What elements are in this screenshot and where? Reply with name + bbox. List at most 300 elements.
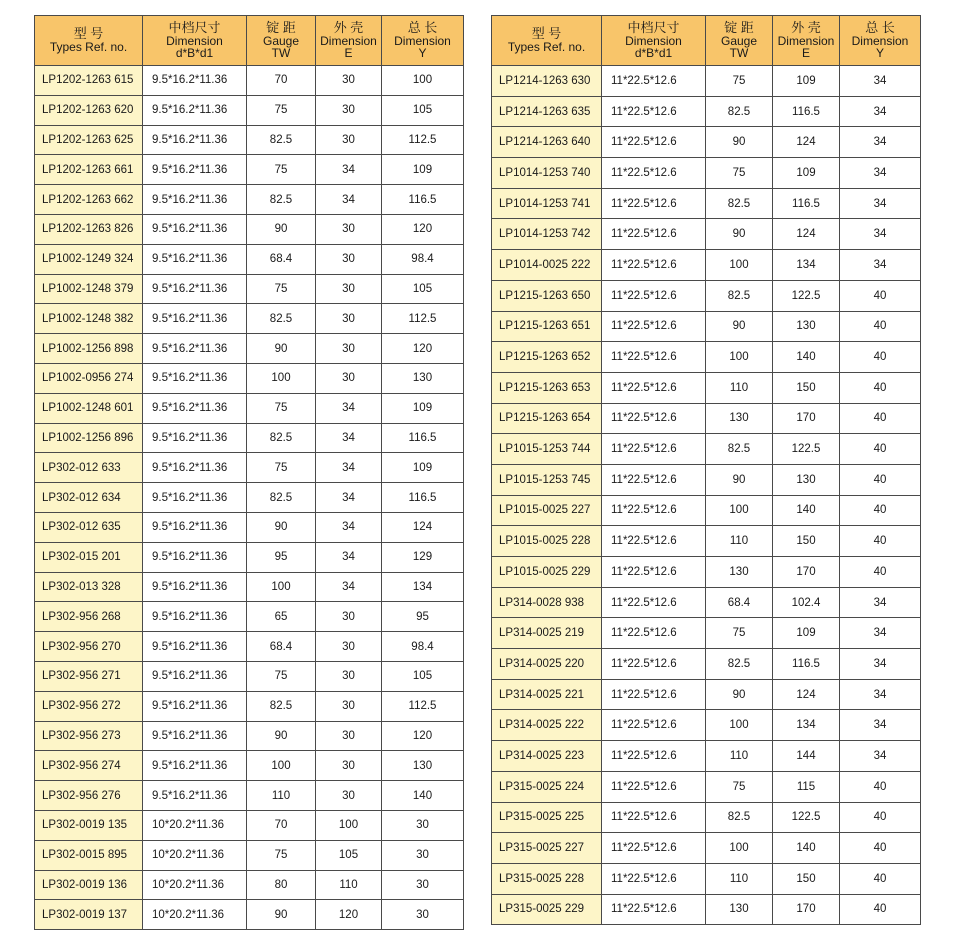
cell-dimension-dbd1: 10*20.2*11.36 [143, 900, 247, 930]
table-row [492, 587, 921, 618]
table-row [492, 495, 921, 526]
cell-gauge-tw: 100 [706, 250, 773, 281]
cell-dimension-dbd1: 11*22.5*12.6 [602, 219, 706, 250]
cell-dimension-dbd1: 9.5*16.2*11.36 [143, 483, 247, 513]
cell-gauge-tw: 68.4 [247, 244, 316, 274]
cell-dimension-y: 105 [382, 661, 464, 691]
cell-gauge-tw: 90 [247, 214, 316, 244]
table-row [492, 710, 921, 741]
cell-model: LP1002-1256 898 [35, 334, 143, 364]
cell-dimension-e: 140 [773, 833, 840, 864]
table-row [492, 158, 921, 189]
cell-dimension-dbd1: 11*22.5*12.6 [602, 96, 706, 127]
table-row [35, 840, 464, 870]
cell-dimension-dbd1: 11*22.5*12.6 [602, 66, 706, 97]
cell-dimension-e: 34 [316, 512, 382, 542]
table-row [35, 304, 464, 334]
cell-dimension-dbd1: 9.5*16.2*11.36 [143, 781, 247, 811]
cell-dimension-y: 130 [382, 363, 464, 393]
cell-dimension-e: 130 [773, 311, 840, 342]
cell-dimension-e: 30 [316, 781, 382, 811]
cell-dimension-dbd1: 11*22.5*12.6 [602, 741, 706, 772]
cell-dimension-e: 120 [316, 900, 382, 930]
cell-model: LP302-956 271 [35, 661, 143, 691]
cell-model: LP302-0019 137 [35, 900, 143, 930]
column-header-gauge-tw [247, 16, 316, 66]
cell-gauge-tw: 110 [706, 526, 773, 557]
cell-gauge-tw: 90 [247, 512, 316, 542]
cell-dimension-e: 116.5 [773, 649, 840, 680]
cell-model: LP302-956 274 [35, 751, 143, 781]
cell-model: LP1002-1256 896 [35, 423, 143, 453]
cell-dimension-e: 30 [316, 334, 382, 364]
cell-dimension-e: 150 [773, 863, 840, 894]
cell-model: LP1215-1263 654 [492, 403, 602, 434]
cell-gauge-tw: 75 [247, 453, 316, 483]
cell-gauge-tw: 90 [247, 900, 316, 930]
header-en-label: Dimension [394, 33, 451, 48]
cell-dimension-dbd1: 11*22.5*12.6 [602, 833, 706, 864]
cell-dimension-y: 34 [840, 219, 921, 250]
cell-gauge-tw: 110 [706, 741, 773, 772]
cell-model: LP302-012 634 [35, 483, 143, 513]
cell-dimension-dbd1: 9.5*16.2*11.36 [143, 155, 247, 185]
cell-dimension-e: 122.5 [773, 802, 840, 833]
cell-dimension-e: 134 [773, 250, 840, 281]
cell-dimension-dbd1: 11*22.5*12.6 [602, 311, 706, 342]
table-row [492, 250, 921, 281]
table-row [492, 863, 921, 894]
cell-dimension-dbd1: 10*20.2*11.36 [143, 870, 247, 900]
cell-model: LP315-0025 229 [492, 894, 602, 925]
table-row [35, 423, 464, 453]
cell-gauge-tw: 82.5 [706, 802, 773, 833]
cell-model: LP1214-1263 635 [492, 96, 602, 127]
cell-gauge-tw: 100 [247, 751, 316, 781]
cell-model: LP1202-1263 620 [35, 95, 143, 125]
table-row [35, 572, 464, 602]
cell-dimension-y: 120 [382, 214, 464, 244]
cell-dimension-e: 124 [773, 127, 840, 158]
cell-dimension-e: 134 [773, 710, 840, 741]
cell-gauge-tw: 68.4 [247, 632, 316, 662]
table-row [492, 127, 921, 158]
cell-dimension-y: 109 [382, 453, 464, 483]
header-en2-label: TW [729, 46, 749, 61]
cell-dimension-y: 98.4 [382, 632, 464, 662]
table-row [492, 464, 921, 495]
cell-dimension-y: 40 [840, 342, 921, 373]
table-row [35, 870, 464, 900]
cell-dimension-e: 130 [773, 464, 840, 495]
cell-gauge-tw: 82.5 [247, 423, 316, 453]
cell-dimension-dbd1: 11*22.5*12.6 [602, 158, 706, 189]
cell-dimension-dbd1: 11*22.5*12.6 [602, 679, 706, 710]
cell-dimension-e: 30 [316, 661, 382, 691]
cell-dimension-dbd1: 11*22.5*12.6 [602, 342, 706, 373]
cell-dimension-y: 40 [840, 894, 921, 925]
table-row [492, 403, 921, 434]
cell-model: LP1002-0956 274 [35, 363, 143, 393]
cell-dimension-dbd1: 11*22.5*12.6 [602, 802, 706, 833]
cell-dimension-dbd1: 11*22.5*12.6 [602, 894, 706, 925]
table-row [35, 244, 464, 274]
cell-model: LP1015-0025 229 [492, 557, 602, 588]
cell-dimension-y: 34 [840, 741, 921, 772]
cell-dimension-y: 40 [840, 833, 921, 864]
cell-dimension-y: 130 [382, 751, 464, 781]
column-header-model [35, 16, 143, 66]
table-row [492, 833, 921, 864]
cell-dimension-y: 134 [382, 572, 464, 602]
cell-dimension-dbd1: 10*20.2*11.36 [143, 840, 247, 870]
cell-dimension-e: 34 [316, 423, 382, 453]
cell-gauge-tw: 80 [247, 870, 316, 900]
table-row [492, 188, 921, 219]
cell-dimension-dbd1: 11*22.5*12.6 [602, 434, 706, 465]
cell-dimension-y: 34 [840, 618, 921, 649]
cell-model: LP1014-0025 222 [492, 250, 602, 281]
column-header-dimension-dbd1 [602, 16, 706, 66]
cell-dimension-y: 34 [840, 679, 921, 710]
cell-dimension-dbd1: 9.5*16.2*11.36 [143, 661, 247, 691]
cell-model: LP302-013 328 [35, 572, 143, 602]
cell-dimension-y: 40 [840, 280, 921, 311]
header-zh-label: 锭 距 [266, 20, 296, 36]
cell-model: LP1214-1263 630 [492, 66, 602, 97]
cell-dimension-y: 40 [840, 771, 921, 802]
cell-dimension-e: 34 [316, 393, 382, 423]
cell-gauge-tw: 110 [247, 781, 316, 811]
table-body [492, 66, 921, 925]
header-en2-label: E [344, 46, 353, 61]
cell-gauge-tw: 75 [247, 274, 316, 304]
cell-dimension-y: 34 [840, 710, 921, 741]
cell-dimension-y: 30 [382, 870, 464, 900]
table-row [35, 214, 464, 244]
cell-model: LP302-956 268 [35, 602, 143, 632]
cell-gauge-tw: 82.5 [706, 188, 773, 219]
cell-dimension-y: 40 [840, 863, 921, 894]
column-header-dimension-y [382, 16, 464, 66]
cell-dimension-e: 109 [773, 158, 840, 189]
cell-gauge-tw: 130 [706, 557, 773, 588]
cell-dimension-dbd1: 9.5*16.2*11.36 [143, 393, 247, 423]
cell-model: LP1002-1249 324 [35, 244, 143, 274]
cell-gauge-tw: 130 [706, 894, 773, 925]
cell-dimension-dbd1: 9.5*16.2*11.36 [143, 423, 247, 453]
cell-dimension-e: 150 [773, 526, 840, 557]
cell-dimension-y: 40 [840, 495, 921, 526]
spec-table-left [34, 15, 464, 930]
cell-dimension-dbd1: 9.5*16.2*11.36 [143, 185, 247, 215]
table-row [492, 434, 921, 465]
cell-dimension-e: 30 [316, 602, 382, 632]
cell-gauge-tw: 75 [247, 840, 316, 870]
cell-model: LP1015-0025 228 [492, 526, 602, 557]
cell-model: LP302-012 635 [35, 512, 143, 542]
cell-model: LP1202-1263 826 [35, 214, 143, 244]
header-en-label: Dimension [320, 33, 377, 48]
cell-gauge-tw: 82.5 [706, 280, 773, 311]
cell-dimension-dbd1: 9.5*16.2*11.36 [143, 751, 247, 781]
cell-dimension-dbd1: 9.5*16.2*11.36 [143, 214, 247, 244]
cell-gauge-tw: 65 [247, 602, 316, 632]
cell-gauge-tw: 75 [247, 155, 316, 185]
cell-dimension-e: 109 [773, 66, 840, 97]
spec-table-right [491, 15, 921, 925]
cell-dimension-y: 34 [840, 250, 921, 281]
cell-dimension-dbd1: 11*22.5*12.6 [602, 403, 706, 434]
table-row [492, 342, 921, 373]
cell-dimension-y: 40 [840, 311, 921, 342]
cell-dimension-e: 110 [316, 870, 382, 900]
cell-dimension-dbd1: 11*22.5*12.6 [602, 587, 706, 618]
cell-model: LP1215-1263 650 [492, 280, 602, 311]
cell-dimension-e: 30 [316, 95, 382, 125]
cell-model: LP302-956 276 [35, 781, 143, 811]
cell-dimension-dbd1: 11*22.5*12.6 [602, 127, 706, 158]
cell-dimension-e: 115 [773, 771, 840, 802]
cell-dimension-y: 98.4 [382, 244, 464, 274]
cell-gauge-tw: 82.5 [706, 96, 773, 127]
cell-dimension-dbd1: 9.5*16.2*11.36 [143, 334, 247, 364]
cell-dimension-dbd1: 11*22.5*12.6 [602, 526, 706, 557]
cell-model: LP1002-1248 601 [35, 393, 143, 423]
cell-dimension-y: 112.5 [382, 125, 464, 155]
cell-dimension-y: 124 [382, 512, 464, 542]
cell-gauge-tw: 100 [706, 342, 773, 373]
cell-model: LP1202-1263 661 [35, 155, 143, 185]
cell-dimension-e: 30 [316, 214, 382, 244]
table-row [35, 125, 464, 155]
cell-model: LP302-015 201 [35, 542, 143, 572]
cell-dimension-dbd1: 11*22.5*12.6 [602, 372, 706, 403]
cell-model: LP314-0025 221 [492, 679, 602, 710]
table-row [35, 274, 464, 304]
cell-dimension-y: 30 [382, 810, 464, 840]
cell-dimension-dbd1: 9.5*16.2*11.36 [143, 542, 247, 572]
header-zh-label: 总 长 [865, 20, 895, 36]
table-row [492, 66, 921, 97]
cell-dimension-y: 140 [382, 781, 464, 811]
cell-dimension-y: 40 [840, 802, 921, 833]
cell-model: LP1202-1263 615 [35, 66, 143, 96]
cell-dimension-dbd1: 11*22.5*12.6 [602, 495, 706, 526]
header-zh-label: 锭 距 [724, 20, 754, 36]
cell-dimension-e: 30 [316, 244, 382, 274]
cell-dimension-e: 144 [773, 741, 840, 772]
table-row [35, 602, 464, 632]
cell-dimension-e: 30 [316, 751, 382, 781]
cell-dimension-dbd1: 11*22.5*12.6 [602, 280, 706, 311]
cell-dimension-e: 116.5 [773, 96, 840, 127]
header-zh-label: 型 号 [73, 26, 104, 42]
table-row [35, 393, 464, 423]
cell-gauge-tw: 90 [247, 721, 316, 751]
cell-gauge-tw: 90 [706, 311, 773, 342]
column-header-dimension-e [316, 16, 382, 66]
cell-gauge-tw: 75 [247, 661, 316, 691]
cell-model: LP1202-1263 662 [35, 185, 143, 215]
header-en-label: Dimension [777, 33, 835, 48]
cell-dimension-y: 34 [840, 66, 921, 97]
cell-dimension-e: 122.5 [773, 434, 840, 465]
cell-dimension-y: 116.5 [382, 185, 464, 215]
cell-dimension-y: 34 [840, 158, 921, 189]
cell-dimension-e: 34 [316, 453, 382, 483]
cell-gauge-tw: 90 [706, 127, 773, 158]
cell-gauge-tw: 82.5 [247, 483, 316, 513]
cell-gauge-tw: 70 [247, 66, 316, 96]
cell-dimension-dbd1: 9.5*16.2*11.36 [143, 572, 247, 602]
header-zh-label: 总 长 [407, 20, 438, 36]
cell-dimension-y: 120 [382, 334, 464, 364]
header-zh-label: 中档尺寸 [627, 20, 680, 36]
table-body [35, 66, 464, 930]
cell-model: LP302-012 633 [35, 453, 143, 483]
cell-gauge-tw: 82.5 [247, 691, 316, 721]
table-row [492, 771, 921, 802]
cell-gauge-tw: 75 [706, 771, 773, 802]
cell-dimension-e: 30 [316, 304, 382, 334]
table-row [35, 453, 464, 483]
cell-dimension-e: 116.5 [773, 188, 840, 219]
cell-dimension-dbd1: 11*22.5*12.6 [602, 649, 706, 680]
table-row [492, 679, 921, 710]
cell-gauge-tw: 90 [706, 679, 773, 710]
cell-dimension-e: 34 [316, 483, 382, 513]
cell-gauge-tw: 100 [706, 710, 773, 741]
cell-model: LP1015-1253 744 [492, 434, 602, 465]
cell-dimension-y: 40 [840, 526, 921, 557]
cell-model: LP315-0025 225 [492, 802, 602, 833]
cell-model: LP314-0025 223 [492, 741, 602, 772]
header-en2-label: d*B*d1 [175, 46, 214, 61]
cell-model: LP1214-1263 640 [492, 127, 602, 158]
table-row [492, 557, 921, 588]
cell-gauge-tw: 82.5 [247, 125, 316, 155]
cell-dimension-dbd1: 9.5*16.2*11.36 [143, 274, 247, 304]
cell-dimension-e: 109 [773, 618, 840, 649]
cell-gauge-tw: 75 [247, 393, 316, 423]
cell-dimension-dbd1: 9.5*16.2*11.36 [143, 453, 247, 483]
cell-dimension-e: 170 [773, 894, 840, 925]
cell-dimension-dbd1: 11*22.5*12.6 [602, 464, 706, 495]
cell-dimension-y: 100 [382, 66, 464, 96]
table-row [35, 66, 464, 96]
cell-gauge-tw: 68.4 [706, 587, 773, 618]
header-en-label: Types Ref. no. [507, 40, 586, 55]
cell-dimension-e: 30 [316, 66, 382, 96]
table-row [35, 155, 464, 185]
cell-model: LP302-0019 135 [35, 810, 143, 840]
header-en2-label: Y [418, 46, 427, 61]
table-row [492, 802, 921, 833]
table-row [35, 781, 464, 811]
cell-model: LP1215-1263 651 [492, 311, 602, 342]
cell-dimension-dbd1: 9.5*16.2*11.36 [143, 512, 247, 542]
cell-gauge-tw: 100 [247, 572, 316, 602]
cell-dimension-y: 34 [840, 587, 921, 618]
cell-dimension-e: 30 [316, 721, 382, 751]
cell-dimension-dbd1: 11*22.5*12.6 [602, 710, 706, 741]
cell-dimension-e: 124 [773, 219, 840, 250]
header-en-label: Dimension [625, 33, 682, 48]
cell-gauge-tw: 82.5 [247, 185, 316, 215]
cell-dimension-dbd1: 11*22.5*12.6 [602, 557, 706, 588]
cell-model: LP315-0025 224 [492, 771, 602, 802]
table-row [35, 185, 464, 215]
table-row [35, 810, 464, 840]
table-row [492, 649, 921, 680]
cell-gauge-tw: 75 [706, 66, 773, 97]
cell-dimension-dbd1: 11*22.5*12.6 [602, 250, 706, 281]
header-en-label: Types Ref. no. [49, 40, 128, 55]
cell-dimension-y: 40 [840, 557, 921, 588]
header-row [35, 16, 464, 66]
cell-model: LP302-956 270 [35, 632, 143, 662]
header-zh-label: 型 号 [531, 26, 562, 42]
cell-dimension-y: 40 [840, 464, 921, 495]
cell-dimension-y: 105 [382, 274, 464, 304]
column-header-dimension-y [840, 16, 921, 66]
cell-model: LP1215-1263 653 [492, 372, 602, 403]
table-row [35, 721, 464, 751]
header-en-label: Gauge [720, 33, 758, 48]
header-zh-label: 外 壳 [333, 20, 364, 36]
cell-dimension-e: 100 [316, 810, 382, 840]
cell-dimension-e: 150 [773, 372, 840, 403]
cell-model: LP314-0025 220 [492, 649, 602, 680]
cell-model: LP314-0025 219 [492, 618, 602, 649]
cell-dimension-y: 34 [840, 649, 921, 680]
table-row [492, 219, 921, 250]
cell-model: LP302-956 273 [35, 721, 143, 751]
cell-gauge-tw: 75 [706, 618, 773, 649]
table-row [35, 95, 464, 125]
cell-gauge-tw: 95 [247, 542, 316, 572]
cell-gauge-tw: 90 [706, 464, 773, 495]
cell-dimension-e: 170 [773, 403, 840, 434]
cell-dimension-e: 170 [773, 557, 840, 588]
cell-dimension-y: 30 [382, 840, 464, 870]
table-row [492, 96, 921, 127]
header-en2-label: E [801, 46, 810, 61]
cell-dimension-dbd1: 9.5*16.2*11.36 [143, 66, 247, 96]
header-en-label: Dimension [166, 33, 223, 48]
cell-dimension-e: 30 [316, 632, 382, 662]
header-en2-label: d*B*d1 [634, 46, 673, 61]
cell-model: LP315-0025 228 [492, 863, 602, 894]
cell-dimension-y: 40 [840, 434, 921, 465]
header-en2-label: Y [875, 46, 884, 61]
cell-dimension-dbd1: 9.5*16.2*11.36 [143, 691, 247, 721]
cell-dimension-dbd1: 9.5*16.2*11.36 [143, 363, 247, 393]
cell-dimension-dbd1: 9.5*16.2*11.36 [143, 125, 247, 155]
cell-dimension-dbd1: 9.5*16.2*11.36 [143, 721, 247, 751]
table-row [492, 372, 921, 403]
table-header [492, 16, 921, 66]
cell-gauge-tw: 90 [247, 334, 316, 364]
cell-dimension-dbd1: 9.5*16.2*11.36 [143, 632, 247, 662]
cell-model: LP1215-1263 652 [492, 342, 602, 373]
cell-model: LP315-0025 227 [492, 833, 602, 864]
cell-dimension-e: 30 [316, 363, 382, 393]
table-row [35, 542, 464, 572]
cell-dimension-dbd1: 11*22.5*12.6 [602, 188, 706, 219]
cell-gauge-tw: 100 [706, 833, 773, 864]
